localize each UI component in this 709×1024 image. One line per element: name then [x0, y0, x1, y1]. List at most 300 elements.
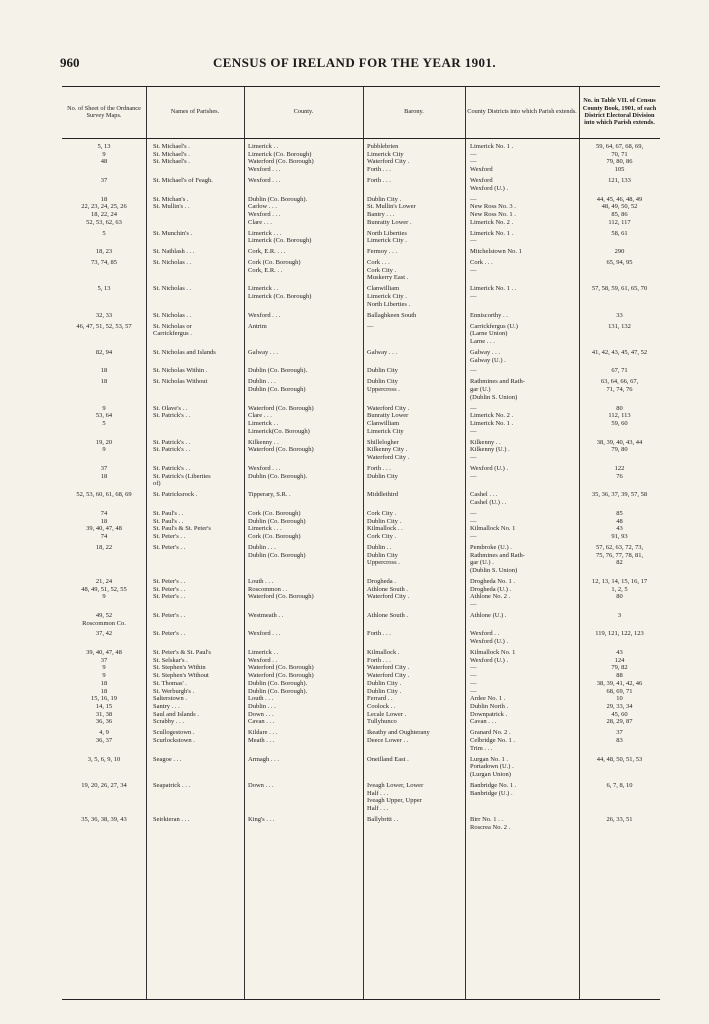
barony-name: Waterford City .	[367, 454, 410, 462]
parish-name: St. Werburgh's .	[153, 687, 195, 695]
parish-name: St. Olave's . .	[153, 404, 188, 412]
table-row	[62, 649, 660, 726]
barony-name-cell	[363, 649, 465, 726]
district-name-cell	[465, 323, 579, 346]
parish-name: St. Michael's .	[153, 150, 190, 158]
table-number: 37	[616, 729, 623, 737]
table-number-cell	[579, 143, 660, 174]
table-number-cell	[579, 405, 660, 428]
parish-name: St. Mullin's . .	[153, 203, 190, 211]
county-name-cell	[244, 612, 363, 620]
sheet-number: 5, 13	[97, 285, 111, 293]
county-name: Louth . . .	[248, 577, 274, 585]
barony-name-cell	[363, 630, 465, 638]
county-name: Dublin (Co. Borough).	[248, 367, 308, 375]
table-number: 59, 60	[611, 420, 628, 428]
district-name: Kilmallock No. 1	[470, 649, 516, 657]
county-name: Dublin (Co. Borough)	[248, 517, 306, 525]
table-number: 35, 36, 37, 39, 57, 58	[591, 491, 648, 499]
barony-name: Forth . . .	[367, 177, 391, 184]
table-number: 80	[616, 593, 623, 601]
county-name: Cork (Co. Borough)	[248, 532, 301, 540]
district-name: Drogheda (U.) .	[470, 585, 512, 593]
district-name: —	[470, 237, 477, 245]
district-name: gar (U.)	[470, 386, 491, 394]
sheet-number: 5, 13	[97, 143, 111, 150]
county-name: Carlow . . .	[248, 203, 277, 211]
barony-name-cell	[363, 285, 465, 308]
district-name-cell	[465, 196, 579, 227]
parish-name: St. Peter's . .	[153, 630, 186, 638]
sheet-number: 31, 38	[95, 710, 113, 718]
district-name: Kilkenny (U.) .	[470, 446, 510, 454]
district-name: —	[470, 158, 477, 166]
barony-name: Waterford City .	[367, 664, 410, 672]
barony-name: Forth . . .	[367, 464, 391, 472]
sheet-number: 53, 64	[95, 412, 113, 420]
district-name: —	[470, 293, 477, 301]
parish-name: St. Paul's . .	[153, 517, 184, 525]
district-name: —	[470, 672, 477, 680]
district-name-cell	[465, 378, 579, 401]
district-name: Wexford (U.) .	[470, 184, 509, 192]
parish-name: St. Michael's .	[153, 158, 190, 166]
parish-name: St. Munchin's .	[153, 229, 193, 237]
table-number: 43	[616, 649, 623, 657]
column-header-barony: Barony.	[404, 108, 424, 116]
barony-name-cell	[363, 756, 465, 764]
barony-name-cell	[363, 544, 465, 567]
parish-name: St. Peter's . .	[153, 543, 186, 551]
table-row	[62, 578, 660, 609]
district-name: Galway (U.) .	[470, 356, 506, 364]
county-name: Dublin (Co. Borough).	[248, 687, 308, 695]
county-name-cell	[244, 439, 363, 454]
sheet-number: 37	[100, 177, 108, 184]
barony-name: Bunratty Lower	[367, 412, 409, 420]
barony-name-cell	[363, 349, 465, 357]
barony-name-cell	[363, 248, 465, 256]
barony-name-cell	[363, 378, 465, 393]
barony-name: Drogheda .	[367, 577, 396, 585]
county-name-cell	[244, 816, 363, 824]
table-number-cell	[579, 230, 660, 238]
parish-name: St. Patricksrock .	[153, 491, 198, 499]
barony-name: Ballaghkeen South	[367, 311, 417, 319]
barony-name: Forth . . .	[367, 630, 391, 638]
county-name-cell	[244, 729, 363, 744]
table-number: 3	[617, 611, 622, 619]
barony-name: Limerick City .	[367, 237, 407, 245]
barony-name: Limerick City .	[367, 293, 407, 301]
district-name: Limerick No. 1 .	[470, 229, 514, 237]
table-number-cell	[579, 782, 660, 790]
parish-name: St. Peter's . .	[153, 577, 186, 585]
sheet-number: 52, 53, 62, 63	[86, 218, 122, 226]
parish-name: Salterstown .	[153, 695, 187, 703]
barony-name: Fermoy . . .	[367, 248, 397, 256]
county-name: Limerick . . .	[248, 525, 282, 533]
county-name: Down . . .	[248, 710, 274, 718]
barony-name: Iveagh Lower, Lower	[367, 781, 424, 789]
sheet-number: 15, 16, 19	[91, 695, 117, 703]
district-name-cell	[465, 230, 579, 245]
barony-name-cell	[363, 177, 465, 185]
parish-name-cell	[146, 465, 244, 488]
barony-name: —	[367, 322, 374, 330]
barony-name-cell	[363, 816, 465, 824]
barony-name: Dublin . .	[367, 543, 392, 551]
district-name: Carrickfergus (U.)	[470, 322, 518, 330]
district-name-cell	[465, 782, 579, 797]
sheet-number-cell	[62, 816, 146, 824]
district-name: Birr No. 1 . .	[470, 815, 504, 823]
district-name: Larne . . .	[470, 337, 495, 345]
district-name: Portadown (U.) .	[470, 763, 514, 771]
table-row	[62, 259, 660, 282]
barony-name: Kilmallock . .	[367, 525, 403, 533]
parish-name: Saul and Islands .	[153, 710, 199, 718]
barony-name-cell	[363, 196, 465, 227]
sheet-number: 18	[100, 378, 108, 386]
county-name: Dublin (Co. Borough)	[248, 551, 306, 559]
district-name-cell	[465, 578, 579, 609]
parish-name: St. Michael's of Feagh.	[153, 177, 213, 184]
county-name: King's . . .	[248, 815, 275, 823]
sheet-number: 73, 74, 85	[91, 259, 117, 267]
district-name: Limerick No. 1 .	[470, 143, 514, 150]
district-name-cell	[465, 491, 579, 506]
parish-name-cell	[146, 405, 244, 420]
county-name: Limerick . .	[248, 420, 279, 428]
district-name: Wexford (U.) .	[470, 656, 509, 664]
county-name: Wexford . . .	[248, 630, 281, 638]
barony-name: Clanwilliam	[367, 285, 400, 293]
sheet-number: 74	[100, 532, 108, 540]
table-row	[62, 349, 660, 364]
district-name: Wexford	[470, 166, 493, 174]
district-name-cell	[465, 649, 579, 726]
table-number-cell	[579, 816, 660, 824]
table-number: 67, 71	[611, 367, 628, 375]
table-row	[62, 230, 660, 245]
barony-name: Athlone South .	[367, 585, 408, 593]
county-name-cell	[244, 349, 363, 357]
table-number: 82	[616, 559, 623, 567]
sheet-number: Roscommon Co.	[82, 619, 126, 627]
barony-name: Cork City .	[367, 509, 397, 517]
sheet-number: 36, 37	[95, 736, 113, 744]
sheet-number-cell	[62, 649, 146, 726]
district-name-cell	[465, 756, 579, 779]
table-number-cell	[579, 649, 660, 726]
barony-name: Cork . . .	[367, 259, 390, 267]
county-name-cell	[244, 630, 363, 638]
barony-name: Dublin City	[367, 367, 398, 375]
sheet-number: 9	[102, 150, 106, 158]
county-name-cell	[244, 756, 363, 764]
sheet-number-cell	[62, 349, 146, 357]
barony-name-cell	[363, 143, 465, 174]
table-number: 79, 80	[611, 446, 628, 454]
county-name: Waterford (Co. Borough)	[248, 664, 314, 672]
county-name: Limerick (Co. Borough)	[248, 237, 312, 245]
county-name: Limerick (Co. Borough)	[248, 293, 312, 301]
parish-name: St. Peter's . .	[153, 585, 186, 593]
sheet-number: 18	[100, 195, 108, 203]
county-name-cell	[244, 465, 363, 480]
sheet-number: 9	[102, 404, 106, 412]
district-name: —	[470, 367, 477, 375]
table-number-cell	[579, 367, 660, 375]
table-number: 48	[616, 517, 623, 525]
barony-name: Dublin City	[367, 378, 398, 386]
county-name-cell	[244, 259, 363, 274]
sheet-number: 18, 22	[95, 543, 113, 551]
table-row	[62, 248, 660, 256]
barony-name-cell	[363, 612, 465, 620]
table-number: 10	[616, 695, 623, 703]
sheet-number-cell	[62, 196, 146, 227]
parish-name-cell	[146, 630, 244, 638]
sheet-number: 9	[102, 593, 106, 601]
table-number: 119, 121, 122, 123	[595, 630, 644, 638]
table-row	[62, 816, 660, 831]
district-name: —	[470, 532, 477, 540]
sheet-number: 21, 24	[95, 577, 113, 585]
parish-name-cell	[146, 349, 244, 357]
county-name: Waterford (Co. Borough)	[248, 446, 314, 454]
sheet-number: 46, 47, 51, 52, 53, 57	[76, 322, 132, 330]
table-number: 290	[614, 248, 625, 256]
table-number: 75, 76, 77, 78, 81,	[595, 551, 644, 559]
county-name-cell	[244, 782, 363, 790]
parish-name: St. Peter's . .	[153, 611, 186, 619]
barony-name-cell	[363, 491, 465, 499]
district-name-cell	[465, 510, 579, 541]
barony-name: Waterford City .	[367, 672, 410, 680]
district-name: —	[470, 664, 477, 672]
parish-name: St. Thomas' .	[153, 679, 187, 687]
barony-name: Oneilland East .	[367, 755, 409, 763]
county-name: Wexford . . .	[248, 177, 281, 184]
table-number: 59, 64, 67, 68, 69,	[595, 143, 644, 150]
county-name-cell	[244, 510, 363, 541]
county-name: Clare . . .	[248, 412, 272, 420]
district-name: Lurgan No. 1 .	[470, 755, 508, 763]
sheet-number: 37	[100, 464, 108, 472]
barony-name: Dublin City	[367, 472, 398, 480]
parish-name: St. Paul's . .	[153, 509, 184, 517]
sheet-number: 37	[100, 656, 108, 664]
sheet-number-cell	[62, 578, 146, 601]
table-number: 131, 132	[608, 322, 631, 330]
district-name-cell	[465, 816, 579, 831]
sheet-number: 48	[100, 158, 108, 166]
district-name: (Dublin S. Union)	[470, 393, 518, 401]
district-name-cell	[465, 367, 579, 375]
sheet-number-cell	[62, 259, 146, 267]
barony-name: Half . . .	[367, 789, 389, 797]
barony-name: Ikeathy and Oughterany	[367, 729, 430, 737]
district-name: —	[470, 195, 477, 203]
table-number-cell	[579, 312, 660, 320]
barony-name: Shillelogher	[367, 438, 399, 446]
county-name: Tipperary, S.R. .	[248, 491, 291, 499]
table-number: 79, 82	[611, 664, 628, 672]
barony-name: Dublin City	[367, 551, 398, 559]
parish-name-cell	[146, 248, 244, 256]
district-name: Wexford	[470, 177, 493, 184]
county-name-cell	[244, 367, 363, 375]
barony-name: Dublin City .	[367, 687, 402, 695]
barony-name: North Liberties .	[367, 300, 411, 308]
county-name-cell	[244, 285, 363, 300]
sheet-number-cell	[62, 230, 146, 238]
county-name: Louth . . .	[248, 695, 274, 703]
table-number: 112, 113	[608, 412, 631, 420]
district-name: —	[470, 517, 477, 525]
parish-name: St. Peter's . .	[153, 532, 186, 540]
district-name: Trim . . .	[470, 744, 493, 752]
county-name: Waterford (Co. Borough)	[248, 404, 314, 412]
county-name: Limerick . .	[248, 285, 279, 293]
barony-name: Iveagh Upper, Upper	[367, 797, 422, 805]
district-name-cell	[465, 177, 579, 192]
table-number: 28, 29, 87	[606, 718, 633, 726]
parish-name-cell	[146, 612, 244, 620]
parish-name-cell	[146, 367, 244, 375]
table-number: 79, 80, 86	[606, 158, 633, 166]
table-number-cell	[579, 756, 660, 764]
parish-name-cell	[146, 729, 244, 744]
table-number-cell	[579, 177, 660, 185]
table-row	[62, 491, 660, 506]
district-name-cell	[465, 349, 579, 364]
table-number-cell	[579, 510, 660, 541]
district-name: Celbridge No. 1 .	[470, 736, 515, 744]
table-body	[62, 143, 660, 834]
table-number: 105	[614, 166, 625, 174]
sheet-number-cell	[62, 510, 146, 541]
parish-name: Seapatrick . . .	[153, 781, 191, 789]
parish-name: St. Michael's .	[153, 143, 190, 150]
county-name: Cavan . . .	[248, 718, 275, 726]
sheet-number: 48, 49, 51, 52, 55	[81, 585, 127, 593]
table-number-cell	[579, 439, 660, 454]
table-number-cell	[579, 465, 660, 480]
sheet-number: 32, 33	[95, 311, 113, 319]
table-number: 6, 7, 8, 10	[606, 781, 633, 789]
table-number: 44, 48, 50, 51, 53	[596, 755, 643, 763]
barony-name-cell	[363, 367, 465, 375]
sheet-number: 9	[102, 672, 106, 680]
county-name-cell	[244, 544, 363, 559]
parish-name-cell	[146, 323, 244, 338]
barony-name-cell	[363, 259, 465, 282]
district-name-cell	[465, 248, 579, 256]
district-name: —	[470, 150, 477, 158]
parish-name: St. Patrick's . .	[153, 464, 191, 472]
district-name: —	[470, 687, 477, 695]
sheet-number-cell	[62, 367, 146, 375]
district-name-cell	[465, 544, 579, 575]
county-name: Cork (Co. Borough)	[248, 509, 301, 517]
table-number: 112, 117	[608, 218, 631, 226]
barony-name: Galway . . .	[367, 348, 397, 356]
district-name: Athlone (U.) .	[470, 611, 507, 619]
county-name: Wexford . . .	[248, 464, 281, 472]
sheet-number: 14, 15	[95, 702, 113, 710]
county-name: Armagh . . .	[248, 755, 280, 763]
sheet-number-cell	[62, 729, 146, 744]
county-name: Clare . . .	[248, 218, 272, 226]
barony-name: Uppercross .	[367, 559, 400, 567]
district-name: Limerick No. 1 .	[470, 420, 514, 428]
county-name: Kildare . . .	[248, 729, 278, 737]
sheet-number-cell	[62, 544, 146, 552]
parish-name: St. Patrick's . .	[153, 446, 191, 454]
parish-name: Carrickfergus .	[153, 330, 192, 338]
county-name-cell	[244, 323, 363, 331]
parish-name: St. Peter's . .	[153, 593, 186, 601]
district-name: Limerick No. 2 .	[470, 218, 514, 226]
barony-name-cell	[363, 578, 465, 601]
parish-name: St. Patrick's (Liberties	[153, 472, 211, 480]
barony-name: Uppercross .	[367, 386, 400, 394]
barony-name-cell	[363, 782, 465, 813]
county-name: Wexford . . .	[248, 166, 281, 174]
barony-name: Ferrard . .	[367, 695, 393, 703]
county-name: Limerick . . .	[248, 229, 282, 237]
district-name: —	[470, 404, 477, 412]
district-name: Kilmallock No. 1	[470, 525, 516, 533]
county-name: Dublin (Co. Borough).	[248, 195, 308, 203]
table-number: 85	[616, 509, 623, 517]
sheet-number: 5	[102, 229, 106, 237]
table-number: 83	[616, 736, 623, 744]
table-number: 1, 2, 5	[611, 585, 628, 593]
district-name: Kilkenny . .	[470, 438, 501, 446]
county-name: Roscommon . .	[248, 585, 288, 593]
barony-name: Athlone South .	[367, 611, 408, 619]
district-name: Rathmines and Rath-	[470, 378, 525, 386]
table-number: 57, 58, 59, 61, 65, 70	[591, 285, 648, 293]
county-name-cell	[244, 196, 363, 227]
sheet-number: 18	[100, 367, 108, 375]
county-name: Waterford (Co. Borough)	[248, 593, 314, 601]
parish-name: St. Nicholas Within .	[153, 367, 208, 375]
parish-name: St. Nicholas Without	[153, 378, 208, 386]
parish-name: Scurlockstown .	[153, 736, 195, 744]
table-number: 70, 71	[611, 150, 628, 158]
district-name: —	[470, 600, 477, 608]
barony-name: Coolock . .	[367, 702, 396, 710]
table-row	[62, 323, 660, 346]
sheet-number-cell	[62, 439, 146, 454]
sheet-number-cell	[62, 177, 146, 185]
district-name: —	[470, 679, 477, 687]
barony-name: Bunratty Lower .	[367, 218, 412, 226]
sheet-number: 19, 20	[95, 438, 113, 446]
sheet-number: 74	[100, 509, 108, 517]
barony-name: Kilmallock .	[367, 649, 400, 657]
parish-name-cell	[146, 196, 244, 211]
table-number: 88	[616, 672, 623, 680]
sheet-number-cell	[62, 323, 146, 331]
parish-name-cell	[146, 177, 244, 185]
barony-name-cell	[363, 729, 465, 744]
